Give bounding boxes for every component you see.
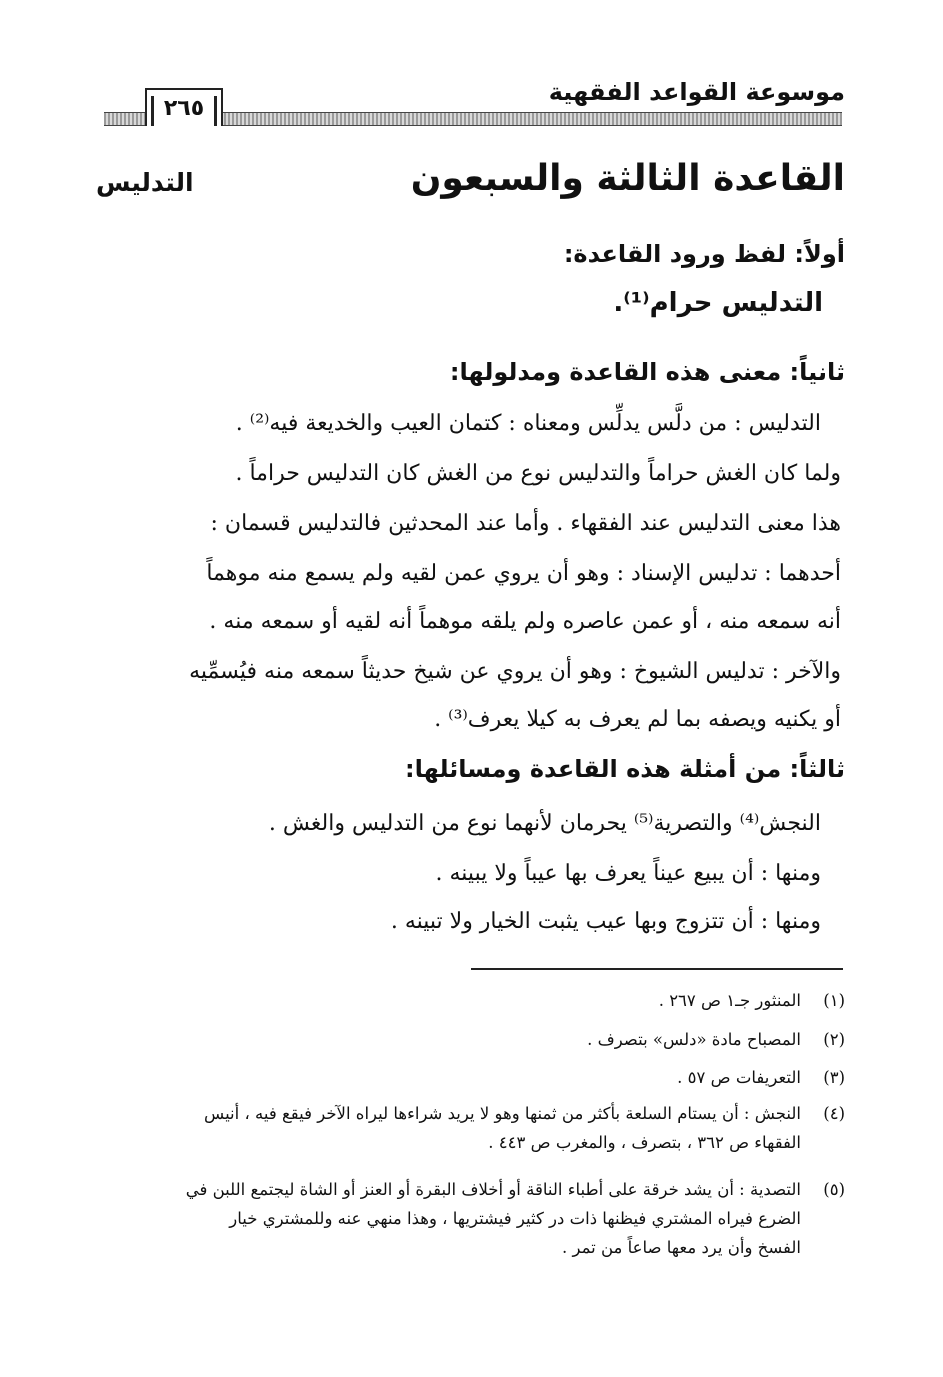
body-line: أنه سمعه منه ، أو عمن عاصره ولم يلقه موهماً أنه لقيه أو سمعه منه .	[209, 609, 841, 634]
section-heading-examples: ثالثاً: من أمثلة هذه القاعدة ومسائلها:	[404, 755, 845, 783]
footnote	[88, 986, 845, 1015]
footnote-text: الضرع فيراه المشتري فيظنها ذات در كثير فيشتريها ، وهذا منهي عنه وللمشتري خيار	[229, 1209, 801, 1228]
body-line: أحدهما : تدليس الإسناد : وهو أن يروي عمن لقيه ولم يسمع منه موهماً	[206, 561, 841, 586]
rule-title: القاعدة الثالثة والسبعون	[410, 158, 845, 199]
footnote-marker: (١)	[823, 991, 845, 1010]
footnote-marker: (٣)	[823, 1068, 845, 1087]
footnote-text: النجش : أن يستام السلعة بأكثر من ثمنها وهو لا يريد شراءها ليراه الآخر فيقع فيه ، أنيس	[204, 1104, 801, 1123]
body-line: التدليس : من دلَّس يدلِّس ومعناه : كتمان العيب والخديعة فيه⁽²⁾ .	[235, 411, 821, 436]
footnote-separator	[471, 968, 843, 970]
rule-statement: التدليس حرام⁽¹⁾.	[613, 288, 823, 318]
footnote-marker: (٥)	[823, 1180, 845, 1199]
footnote-text: الفسخ وأن يرد معها صاعاً من تمر .	[562, 1238, 801, 1257]
footnote	[88, 1175, 845, 1262]
footnote-text: التعريفات ص ٥٧ .	[677, 1068, 801, 1087]
footnote-text: التصدية : أن يشد خرقة على أطباء الناقة أو أخلاف البقرة أو العنز أو الشاة ليجتمع اللبن في	[185, 1180, 801, 1199]
running-title: موسوعة القواعد الفقهية	[548, 78, 845, 106]
footnote-text: المصباح مادة «دلس» بتصرف .	[587, 1030, 801, 1049]
body-line: ومنها : أن يبيع عيناً يعرف بها عيباً ولا يبينه .	[435, 861, 821, 886]
topic-label: التدليس	[96, 168, 194, 197]
footnote-text: الفقهاء ص ٣٦٢ ، بتصرف ، والمغرب ص ٤٤٣ .	[488, 1133, 801, 1152]
body-line: والآخر : تدليس الشيوخ : وهو أن يروي عن شيخ حديثاً سمعه منه فيُسمِّيه	[189, 659, 841, 684]
footnote	[88, 1063, 845, 1092]
body-line: هذا معنى التدليس عند الفقهاء . وأما عند المحدثين فالتدليس قسمان :	[210, 511, 841, 536]
body-line: ولما كان الغش حراماً والتدليس نوع من الغش كان التدليس حراماً .	[235, 461, 841, 486]
section-heading-wording: أولاً: لفظ ورود القاعدة:	[563, 240, 845, 268]
footnote-marker: (٢)	[823, 1030, 845, 1049]
body-line: أو يكنيه ويصفه بما لم يعرف به كيلا يعرف⁽³⁾ .	[434, 707, 841, 732]
footnote-marker: (٤)	[823, 1104, 845, 1123]
page-number: ٢٦٥	[145, 88, 223, 126]
footnote-text: المنثور جـ١ ص ٢٦٧ .	[658, 991, 801, 1010]
body-line: النجش⁽⁴⁾ والتصرية⁽⁵⁾ يحرمان لأنهما نوع من التدليس والغش .	[268, 811, 821, 836]
footnote	[88, 1099, 845, 1157]
footnote	[88, 1025, 845, 1054]
section-heading-meaning: ثانياً: معنى هذه القاعدة ومدلولها:	[449, 358, 845, 386]
body-line: ومنها : أن تتزوج وبها عيب يثبت الخيار ولا تبينه .	[390, 909, 821, 934]
